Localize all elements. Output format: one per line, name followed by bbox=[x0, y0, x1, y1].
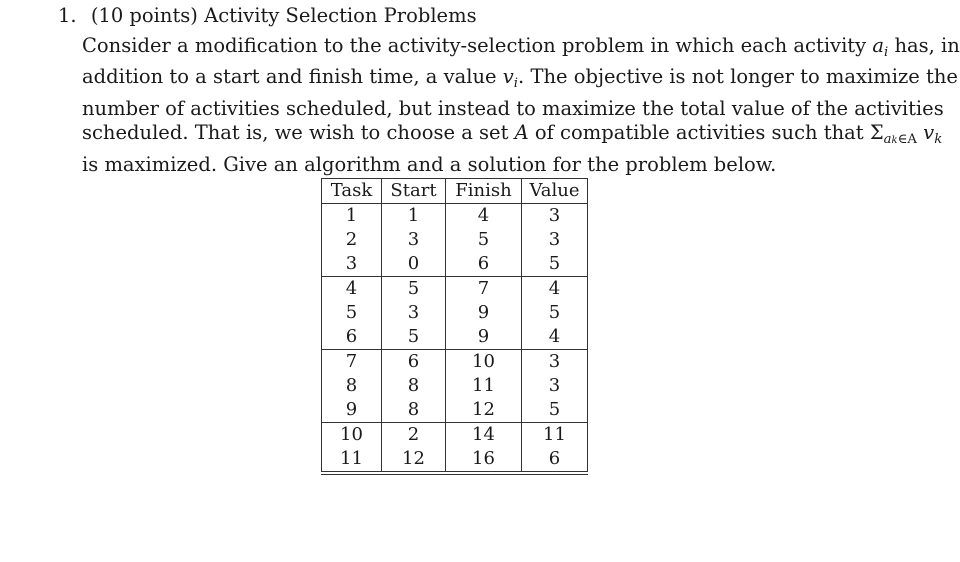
problem-number: 1. bbox=[58, 4, 77, 27]
table-cell: 1 bbox=[382, 204, 446, 229]
activity-table bbox=[321, 178, 588, 475]
statement-fragment: ∈A bbox=[897, 131, 917, 147]
table-cell: 5 bbox=[522, 252, 588, 277]
header-task: Task bbox=[322, 179, 382, 204]
table-cell: 5 bbox=[382, 325, 446, 350]
table-cell: 8 bbox=[382, 374, 446, 398]
table-cell: 16 bbox=[446, 447, 522, 473]
table-cell: 3 bbox=[382, 228, 446, 252]
table-cell: 12 bbox=[382, 447, 446, 473]
statement-fragment: a bbox=[872, 34, 884, 57]
table-cell: 11 bbox=[522, 423, 588, 448]
statement-fragment: k bbox=[934, 131, 943, 147]
table-row bbox=[322, 301, 588, 325]
table-cell: 6 bbox=[446, 252, 522, 277]
table-cell: 5 bbox=[522, 301, 588, 325]
table-cell: 9 bbox=[446, 301, 522, 325]
statement-fragment: i bbox=[884, 44, 889, 60]
table-cell: 4 bbox=[522, 277, 588, 302]
table-cell: 4 bbox=[522, 325, 588, 350]
table-row bbox=[322, 398, 588, 423]
table-row bbox=[322, 204, 588, 229]
table-row bbox=[322, 277, 588, 302]
table-header-row bbox=[322, 179, 588, 204]
table-cell: 3 bbox=[522, 374, 588, 398]
statement-fragment: scheduled. That is, we wish to choose a set bbox=[82, 120, 515, 144]
statement-fragment: A bbox=[514, 120, 529, 144]
table-row bbox=[322, 423, 588, 448]
problem-statement bbox=[82, 34, 960, 177]
table-cell: 3 bbox=[322, 252, 382, 277]
table-cell: 10 bbox=[322, 423, 382, 448]
table-cell: 5 bbox=[522, 398, 588, 423]
table-row bbox=[322, 350, 588, 375]
table-cell: 6 bbox=[322, 325, 382, 350]
table-cell: 1 bbox=[322, 204, 382, 229]
table-cell: 14 bbox=[446, 423, 522, 448]
table-cell: 8 bbox=[382, 398, 446, 423]
table-cell: 3 bbox=[522, 350, 588, 375]
statement-fragment: addition to a start and finish time, a value bbox=[82, 65, 503, 89]
table-cell: 2 bbox=[322, 228, 382, 252]
table-cell: 5 bbox=[382, 277, 446, 302]
problem-title: Activity Selection Problems bbox=[204, 4, 477, 27]
table-cell: 4 bbox=[446, 204, 522, 229]
statement-fragment: of compatible activities such that bbox=[528, 120, 870, 144]
statement-fragment: has, in bbox=[888, 34, 960, 57]
activity-table-wrapper bbox=[321, 178, 588, 475]
statement-line-4 bbox=[82, 120, 943, 153]
statement-line-1 bbox=[82, 34, 960, 65]
table-cell: 7 bbox=[446, 277, 522, 302]
table-cell: 11 bbox=[322, 447, 382, 473]
table-cell: 5 bbox=[446, 228, 522, 252]
table-cell: 2 bbox=[382, 423, 446, 448]
statement-fragment: i bbox=[513, 76, 519, 92]
table-cell: 9 bbox=[322, 398, 382, 423]
table-cell: 11 bbox=[446, 374, 522, 398]
statement-fragment: v bbox=[923, 120, 935, 144]
problem-heading bbox=[58, 2, 477, 30]
problem-points: (10 points) bbox=[90, 4, 198, 27]
table-row bbox=[322, 447, 588, 473]
table-cell: 12 bbox=[446, 398, 522, 423]
table-cell: 9 bbox=[446, 325, 522, 350]
statement-line-5: is maximized. Give an algorithm and a solution for the problem below. bbox=[82, 153, 777, 177]
table-cell: 6 bbox=[522, 447, 588, 473]
table-cell: 10 bbox=[446, 350, 522, 375]
table-cell: 3 bbox=[522, 204, 588, 229]
table-row bbox=[322, 374, 588, 398]
header-finish: Finish bbox=[446, 179, 522, 204]
table-cell: 7 bbox=[322, 350, 382, 375]
table-cell: 5 bbox=[322, 301, 382, 325]
statement-fragment: k bbox=[891, 134, 898, 146]
statement-fragment: Consider a modification to the activity-selection problem in which each activity bbox=[82, 34, 873, 57]
table-cell: 3 bbox=[522, 228, 588, 252]
statement-line-2 bbox=[82, 65, 958, 96]
statement-fragment: a bbox=[883, 131, 892, 147]
statement-line-3: number of activities scheduled, but instead to maximize the total value of the activities bbox=[82, 96, 944, 120]
header-value: Value bbox=[522, 179, 588, 204]
table-cell: 6 bbox=[382, 350, 446, 375]
table-row bbox=[322, 252, 588, 277]
summation-symbol: Σ bbox=[869, 120, 884, 144]
header-start: Start bbox=[382, 179, 446, 204]
table-cell: 8 bbox=[322, 374, 382, 398]
table-cell: 0 bbox=[382, 252, 446, 277]
statement-fragment: . The objective is not longer to maximize the bbox=[518, 65, 958, 89]
table-cell: 3 bbox=[382, 301, 446, 325]
table-cell: 4 bbox=[322, 277, 382, 302]
table-row bbox=[322, 325, 588, 350]
table-row bbox=[322, 228, 588, 252]
statement-fragment: v bbox=[502, 65, 514, 89]
